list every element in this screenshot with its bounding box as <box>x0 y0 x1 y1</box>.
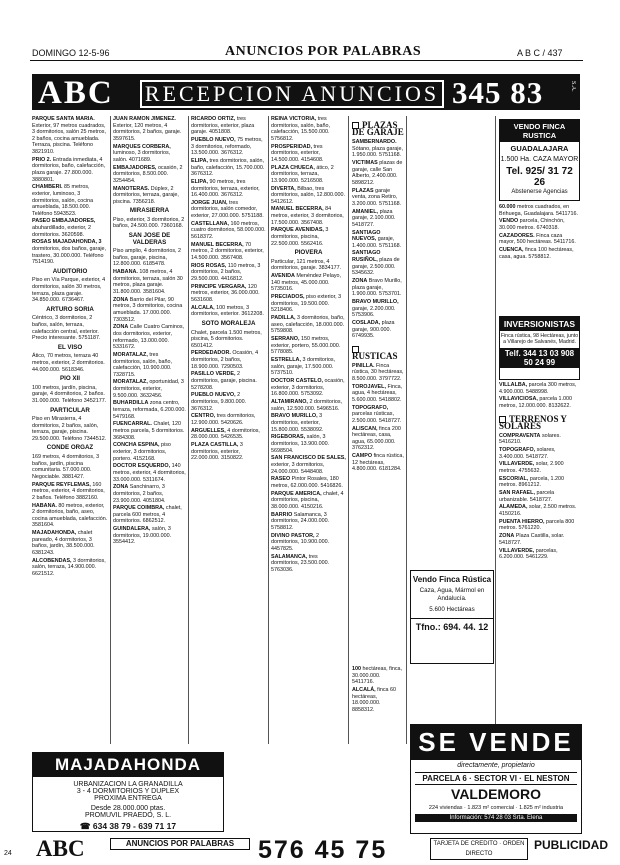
classified-column-6-top <box>499 204 579 312</box>
ad-parcel: PARCELA 6 · SECTOR VI · EL NESTON <box>415 772 577 785</box>
list-item: REINA VICTORIA, tres dormitorios, salón, baño, calefacción, 15.500.000. 5756812. <box>271 116 331 142</box>
list-item: MANUEL BECERRA, 70 metros, 2 dormitorios, exterior, 14.500.000. 3567408. <box>191 241 264 261</box>
list-item: AVENIDA Menéndez Pelayo, 140 metros, 45.000.000. 5735016. <box>271 273 342 293</box>
list-item: TOPOGRAFO, parcelas rústicas, 2.500.000. 5418727. <box>352 404 402 424</box>
ad-title: MAJADAHONDA <box>33 753 223 777</box>
footer-publicidad: PUBLICIDAD <box>534 838 608 852</box>
page-number-footer: 24 <box>4 850 12 857</box>
list-item: CASTELLANA, 160 metros, cuatro dormitorios, 58.000.000. 5618372. <box>191 220 266 241</box>
footer-phone: 576 45 75 <box>258 836 388 864</box>
list-item: RASEO Pintor Rosales, 180 metros, 62.000.000. 5416826. <box>271 476 343 489</box>
list-item: CONCHA ESPINA, piso exterior, 3 dormitorios, portero. 4152168. <box>113 442 171 462</box>
list-item: PARQUE AMERICA, chalet, 4 dormitorios, piscina, 38.000.000. 4150216. <box>271 490 344 510</box>
list-item: ZONA Plaza Castilla, solar. 5418727. <box>499 533 565 546</box>
ad-text: PROXIMA ENTREGA <box>94 795 162 802</box>
list-item: PARQUE COIMBRA, chalet, parcela 600 metros, 4 dormitorios. 6862512. <box>113 505 182 525</box>
ad-title: VENDO FINCA RUSTICA <box>500 120 579 142</box>
list-item: ALISCAN, finca 200 hectáreas, casa, agua, 65.000.000. 3762312. <box>352 425 401 452</box>
list-item: PLAZA CHUECA, ático, 2 dormitorios, terraza, 13.900.000. 5216508. <box>271 164 334 184</box>
list-item: DIVERTA, Bilbao, tres dormitorios, salón, 12.800.000. 5412612. <box>271 185 346 205</box>
list-item: PARQUE SANTA MARIA. Exterior, 97 metros cuadrados, 3 dormitorios, salón 25 metros, 2 baños, cocina amueblada. Terraza, piscina. Teléfono 3821910. <box>32 116 107 155</box>
ad-phone: ☎ 634 38 79 - 639 71 17 <box>79 821 177 831</box>
list-item: PERDEDADOR. Ocasión, 4 dormitorios, 2 baños, 18.900.000. 7290503. <box>191 350 259 370</box>
list-item: ZONA Calle Cuatro Caminos, dos dormitorios, exterior, reformado, 13.000.000. 5331672. <box>113 324 185 351</box>
list-item: CAMPO finca rústica, 12 hectáreas, 4.800.000. 6181284. <box>352 453 404 473</box>
list-item: CUENCA, finca 100 hectáreas, casa, agua. 5758812. <box>499 247 574 260</box>
ad-text: Finca rústica, 98 Hectáreas, junto a Villarejo de Salvanés, Madrid. <box>500 333 579 346</box>
classified-column-6-bottom <box>499 382 579 722</box>
list-item: PROSPERIDAD, tres dormitorios, exterior, 14.500.000. 4154608. <box>271 143 324 163</box>
classified-column-1 <box>32 116 108 748</box>
list-item: PRECIADOS, piso exterior, 3 dormitorios, 19.500.000. 5218406. <box>271 294 342 314</box>
list-item: SERRANO, 150 metros, exterior, portero, 55.000.000. 5778085. <box>271 336 341 356</box>
classified-column-5 <box>352 116 404 566</box>
list-item: SAN RAFAEL, parcela urbanizable. 5418727. <box>499 490 555 503</box>
list-item: SANTIAGO RUSIÑOL, plaza de garaje, 2.500.000. 5345632. <box>352 250 400 277</box>
footer-credito: TARJETA DE CREDITO · ORDEN DIRECTO <box>430 838 528 860</box>
majadahonda-ad <box>32 752 224 832</box>
ad-heading: PARTICULAR <box>50 406 90 414</box>
ad-location: GUADALAJARA <box>510 144 569 153</box>
list-item: Piso, exterior, 3 dormitorios, 2 baños, 24.500.000. 7360168. <box>113 216 185 230</box>
ad-title: SE VENDE <box>411 725 581 760</box>
ad-heading: MIRASIERRA <box>129 207 170 215</box>
list-item: CENTRO, tres dormitorios, 12.900.000. 5420626. <box>191 413 256 426</box>
ad-heading: SOTO MORALEJA <box>201 319 256 327</box>
ad-phone: Tel. 925/ 31 72 26 <box>506 166 573 188</box>
section-title: ANUNCIOS POR PALABRAS <box>225 44 422 59</box>
list-item: ALCALA, 100 metros, 3 dormitorios, exterior. 3612208. <box>191 304 264 318</box>
list-item: BARRIO Salamanca, 3 dormitorios, 24.000.000. 5758812. <box>271 511 330 531</box>
ad-title: INVERSIONISTAS <box>500 317 579 331</box>
list-item: VILLAVERDE, parcelas, 6.200.000. 5461229. <box>499 547 558 561</box>
column-divider <box>268 116 269 744</box>
ad-phone: Tfno.: 694. 44. 12 <box>411 618 493 632</box>
list-item: PLAZA CASTILLA, 3 dormitorios, exterior, 22.000.000. 3150822. <box>191 442 244 462</box>
ad-text: Caza, Agua, Mármol en Andalucía. <box>419 587 485 602</box>
list-item: ALCOBENDAS, 3 dormitorios, salón, terraza, 14.900.000. 6621512. <box>32 557 106 577</box>
footer-anuncios: ANUNCIOS POR PALABRAS <box>110 838 250 850</box>
list-item: ALTAMIRANO, 2 dormitorios, salón, 12.500.000. 5496516. <box>271 399 343 412</box>
ad-text: URBANIZACION LA GRANADILLA <box>73 781 183 788</box>
ad-price: Desde 28.000.000 ptas. <box>90 805 166 812</box>
list-item: PLAZAS garaje venta, zona Retiro, 3.200.000. 5751168. <box>352 187 402 207</box>
list-item: HABANA. 80 metros, exterior, 2 dormitorios, baño, aseo, cocina amueblada, calefacción. 3581604. <box>32 502 108 529</box>
ad-text: 1.500 Ha. CAZA MAYOR <box>500 156 579 163</box>
list-item: VILLAVERDE, solar, 2.900 metros. 4755632. <box>499 461 564 474</box>
list-item: ZONA Bravo Murillo, plaza garaje, 1.900.000. 5753701. <box>352 278 402 298</box>
list-item: ELIPA, 90 metros, tres dormitorios, terraza, exterior, 16.400.000. 3676312. <box>191 178 260 199</box>
section-heading-rusticas: RUSTICAS <box>352 346 404 360</box>
ad-text: 224 viviendas · 1.823 m² comercial · 1.825 m² industria <box>428 805 564 811</box>
banner-side: S.A. <box>570 81 576 92</box>
ad-text: 5.600 Hectáreas <box>429 606 475 613</box>
list-item: AMANIEL, plaza garaje, 2.100.000. 5418727. <box>352 208 396 228</box>
ad-contact: Información: 574 28 03 Srta. Elena <box>415 814 577 822</box>
header-rule <box>30 60 583 61</box>
list-item: Céntrico, 3 dormitorios, 2 baños, salón, terraza, calefacción central, exterior. Precio interesante. 5751187. <box>32 315 101 342</box>
list-item: ZONA Barrio del Pilar, 90 metros, 3 dormitorios, cocina amueblada. 17.000.000. 7303512. <box>113 296 183 323</box>
banner-title: RECEPCION ANUNCIOS <box>140 80 444 108</box>
list-item: PARQUE AVENIDAS, 3 dormitorios, piscina, 22.500.000. 5562416. <box>271 227 329 247</box>
page-footer <box>4 836 608 864</box>
classified-column-2 <box>113 116 186 748</box>
list-item: FUENCARRAL. Chalet, 120 metros parcela, 5 dormitorios. 3684308. <box>113 421 185 441</box>
list-item: Ático, 70 metros, terraza 40 metros, exterior, 2 dormitorios. 44.000.000. 5618346. <box>32 353 105 373</box>
list-item: Particular, 121 metros, 4 dormitorios, garaje. 3834177. <box>271 258 342 272</box>
list-item: DOCTOR ESQUERDO, 140 metros, exterior, 4 dormitorios, 33.000.000. 5311674. <box>113 463 186 483</box>
list-item: Chalet, parcela 1.500 metros, piscina, 5 dormitorios. 6501412. <box>191 329 262 349</box>
list-item: BRAVO MURILLO, garaje, 2.200.000. 5753906. <box>352 299 399 319</box>
list-item: TOROJAVEL, Finca, agua, 4 hectáreas, 5.600.000. 5418802. <box>352 383 403 403</box>
list-item: ALCALÁ, finca 60 hectáreas, 18.000.000. 8858312. <box>352 686 397 713</box>
list-item: ESTRELLA, 3 dormitorios, salón, garaje, 17.500.000. 5737510. <box>271 357 336 377</box>
list-item: DIVINO PASTOR, 2 dormitorios, 10.900.000. 4457825. <box>271 532 330 552</box>
date: DOMINGO 12-5-96 <box>32 48 110 58</box>
ad-company: PROMUVIL PRAEDO, S. L. <box>84 812 172 819</box>
list-item: VILLAVICIOSA, parcela 1.000 metros, 12.000.000. 8132622. <box>499 396 573 409</box>
ad-text: 3 - 4 DORMITORIOS Y DUPLEX <box>76 788 180 795</box>
list-item: ELIPA, tres dormitorios, salón, baño, calefacción, 15.700.000. 3676312. <box>191 157 265 178</box>
list-item: 169 metros, 4 dormitorios, 3 baños, jardín, piscina comunitaria. 57.000.000. Negociable. 3881427. <box>32 454 100 480</box>
column-divider <box>495 116 496 744</box>
section-heading-garajes: PLAZAS DE GARAJE <box>352 120 404 138</box>
list-item: 60.000 metros cuadrados, en Brihuega, Guadalajara. 5411716. <box>499 204 579 217</box>
list-item: MARQUES CORBERA, luminoso, 3 dormitorios, salón. 4071689. <box>113 143 171 163</box>
list-item: PARQUE REYFLEMAS, 160 metros, exterior, 4 dormitorios, 2 baños. Teléfono 3882160. <box>32 481 105 501</box>
ad-note: Abstenerse Agencias <box>511 189 568 195</box>
list-item: Piso amplio, 4 dormitorios, 2 baños, garaje, piscina, 12.800.000. 6185478. <box>113 248 182 268</box>
list-item: EMBAJADORES, ocasión, 2 dormitorios, 8.500.000. 3254454. <box>113 164 183 184</box>
column-divider <box>188 116 189 744</box>
list-item: HABANA. 108 metros, 4 dormitorios, terraza, salón 30 metros, plaza garaje. 31.800.000. 3581604. <box>113 269 183 295</box>
list-item: MORATALAZ, tres dormitorios, salón, baño, calefacción, 10.900.000. 7328715. <box>113 351 173 378</box>
list-item: PINILLA. Finca rústica, 30 hectáreas, 8.500.000. 3797722. <box>352 362 404 382</box>
list-item: RIOS ROSAS, 110 metros, 3 dormitorios, 2 baños, 29.500.000. 4416812. <box>191 262 261 282</box>
list-item: ESCORIAL, parcela, 1.200 metros. 8961212. <box>499 475 565 489</box>
list-item: SAN FRANCISCO DE SALES, exterior, 3 dormitorios, 24.000.000. 5448408. <box>271 455 346 475</box>
list-item: ARGUELLES, 4 dormitorios, 28.000.000. 5426535. <box>191 427 260 441</box>
list-item: PUEBLO NUEVO, 75 metros, 3 dormitorios, reformado, 13.500.000. 3676312. <box>191 136 263 157</box>
list-item: JUAN RAMON JIMENEZ. Exterior, 120 metros, 4 dormitorios, 2 baños, garaje. 3597615. <box>113 116 182 142</box>
list-item: DOCTOR CASTELO, ocasión, exterior, 3 dormitorios, 16.800.000. 5753092. <box>271 378 345 398</box>
list-item: MANUEL BECERRA, 84 metros, exterior, 3 dormitorios, 17.500.000. 3567408. <box>271 206 344 226</box>
list-item: PRIO 2. Entrada inmediata, 4 dormitorios, baño, calefacción, plaza garaje. 27.800.000. 3880801. <box>32 156 106 183</box>
list-item: CHAMBERI. 85 metros, exterior, luminoso, 3 dormitorios, salón, cocina amueblada, 18.500.000. Teléfono 5943523. <box>32 184 94 217</box>
classified-column-3 <box>191 116 266 748</box>
column-divider <box>406 116 407 744</box>
list-item: ALAMEDA, solar, 2.500 metros. 4150216. <box>499 504 577 518</box>
list-item: SANTIAGO NUEVOS, garaje, 1.400.000. 5751168. <box>352 229 402 249</box>
list-item: ROSAS MAJADAHONDA, 3 dormitorios, dos baños, garaje, trastero, 30.000.000. Teléfono 7514190. <box>32 239 107 266</box>
ad-location: VALDEMORO <box>451 786 541 802</box>
vendo-finca-guadalajara-ad <box>499 119 580 201</box>
se-vende-ad <box>410 724 582 834</box>
ad-heading: SAN JOSE DE VALDERAS <box>128 232 171 246</box>
inversionistas-ad <box>499 316 580 380</box>
list-item: RICARDO ORTIZ, tres dormitorios, exterior, plaza garaje. 4051808. <box>191 116 255 136</box>
list-item: PASEO EMBAJADORES, abuhardillado, exterior, 2 dormitorios. 3620598. <box>32 218 96 238</box>
list-item: MANOTERAS. Dúplex, 2 dormitorios, terraza, garaje, piscina. 7356218. <box>113 185 179 205</box>
list-item: Piso en Vía Parque, exterior, 4 dormitorios, salón 30 metros, terraza, plaza garaje. 34.850.000. 6736467. <box>32 277 106 304</box>
list-item: JORGE JUAN, tres dormitorios, salón comedor, exterior, 27.000.000. 5751188. <box>191 199 264 220</box>
list-item: PUENTA HIERRO, parcela 800 metros. 5761220. <box>499 518 575 532</box>
list-item: PUEBLO NUEVO, 2 dormitorios, 9.800.000. 3676312. <box>191 392 247 412</box>
list-item: ZONA Sanchinarro, 3 dormitorios, 2 baños, 23.900.000. 4051804. <box>113 484 166 504</box>
ad-title: Vendo Finca Rústica <box>412 575 492 584</box>
column-divider <box>348 116 349 744</box>
column-divider <box>110 116 111 744</box>
list-item: 100 metros, jardín, piscina, garaje, 4 dormitorios, 2 baños. 31.000.000. Teléfono 3452177. <box>32 384 107 404</box>
ad-phone: Telf. 344 13 03 908 50 24 99 <box>500 348 579 368</box>
list-item: 100 hectáreas, finca, 30.000.000. 5411716. <box>352 666 403 686</box>
ad-heading: ARTURO SORIA <box>46 305 94 313</box>
classified-column-5-bottom <box>352 666 404 722</box>
list-item: Piso en Mirasierra, 4 dormitorios, 2 baños, salón, terraza, garaje, piscina. 29.500.000. Teléfono 7344512. <box>32 416 107 442</box>
ad-heading: EL VISO <box>57 343 83 351</box>
list-item: COSLADA, plaza garaje, 900.000. 6749935. <box>352 319 395 340</box>
footer-abc-logo: ABC <box>36 836 85 861</box>
list-item: PRINCIPE VERGARA, 120 metros, exterior, 36.000.000. 5631608. <box>191 283 260 303</box>
list-item: GUINDALERA, salón, 3 dormitorios, 19.000.000. 3554412. <box>113 526 172 546</box>
list-item: COMPRAVENTA solares. 5416210. <box>499 432 561 446</box>
list-item: PASILLO VERDE, 2 dormitorios, garaje, piscina. 5278208. <box>191 371 257 391</box>
classified-column-4 <box>271 116 346 748</box>
list-item: RIGEBORAS, salón, 3 dormitorios, 13.900.000. 5698504. <box>271 434 330 454</box>
list-item: CAZADORES. Finca caza mayor, 500 hectáreas. 5411716. <box>499 232 576 246</box>
list-item: BUHARDILLA zona centro, terraza, reformada, 6.200.000. 5479168. <box>113 400 186 420</box>
ad-heading: PIOVERA <box>294 249 323 257</box>
section-heading-terrenos: TERRENOS Y SOLARES <box>499 413 567 431</box>
abc-logo: ABC <box>38 75 114 111</box>
list-item: MAJADAHONDA, chalet pareado, 4 dormitorios, 3 baños, jardín, 38.500.000. 6381243. <box>32 530 95 556</box>
list-item: PADILLA, 3 dormitorios, baño, aseo, calefacción, 18.000.000. 5759808. <box>271 315 345 335</box>
page-header <box>0 0 620 68</box>
list-item: VILLALBA, parcela 300 metros, 4.900.000. 5488998. <box>499 382 577 395</box>
list-item: SAMBERNARDO. Sótano, plaza garaje, 1.950.000. 5751168. <box>352 139 403 159</box>
ad-heading: CONDE ORGAZ <box>46 444 94 452</box>
ad-subtitle: directamente, propietario <box>457 762 535 769</box>
list-item: VICTIMAS plazas de garaje, calle San Alberto, 2.400.000. 5898212. <box>352 160 403 186</box>
ad-heading: PIO XII <box>60 375 80 383</box>
list-item: SALAMANCA, tres dormitorios, 23.500.000. 5763036. <box>271 553 330 573</box>
list-item: MORATALAZ, oportunidad, 3 dormitorios, exterior, 9.500.000. 3632456. <box>113 379 184 399</box>
page-number: A B C / 437 <box>517 48 563 58</box>
list-item: TOPOGRAFO, solares, 3.400.000. 5418727. <box>499 446 556 460</box>
list-item: VENDO parcela, Chinchón, 30.000 metros. 6740318. <box>499 218 565 231</box>
ad-heading: AUDITORIO <box>52 267 88 275</box>
vendo-finca-rustica-ad <box>410 570 494 664</box>
banner-phone: 345 83 57 <box>452 75 544 146</box>
list-item: BRAVO MURILLO, 3 dormitorios, exterior, 15.800.000. 5538092. <box>271 413 324 433</box>
